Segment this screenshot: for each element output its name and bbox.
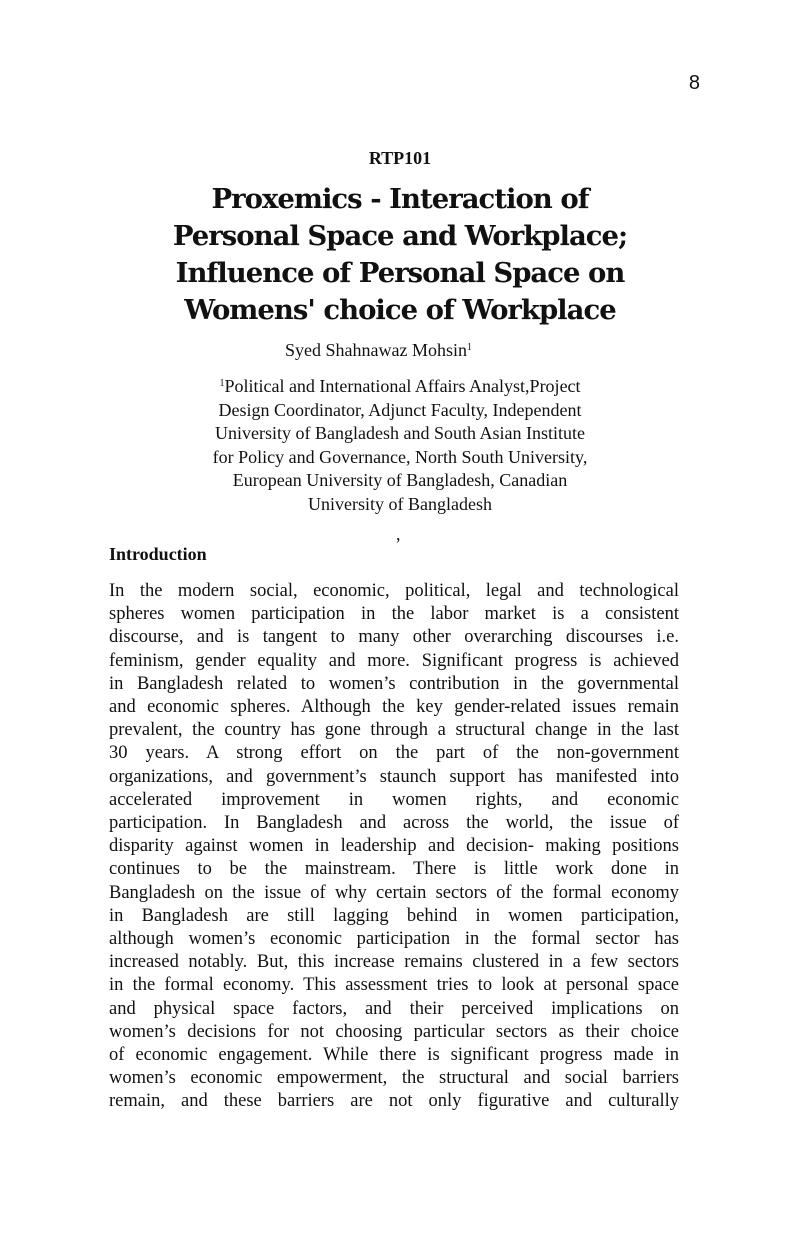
affiliation-line: University of Bangladesh and South Asian Institute bbox=[215, 423, 585, 443]
paragraph-line: and economic spheres. Although the key gender-related issues remain bbox=[109, 697, 679, 718]
paragraph-line: although women’s economic participation in the formal sector has bbox=[109, 929, 679, 950]
introduction-paragraph bbox=[109, 580, 679, 1114]
paragraph-line: accelerated improvement in women rights, and economic bbox=[109, 789, 679, 810]
paragraph-line: of economic engagement. While there is significant progress made in bbox=[109, 1045, 679, 1066]
affiliation-line: European University of Bangladesh, Canadian bbox=[232, 470, 568, 490]
affiliation-line: $^1$Political and International Affairs Analyst,Project bbox=[219, 376, 581, 396]
paragraph-line: 30 years. A strong effort on the part of the non-government bbox=[109, 743, 679, 764]
affiliation-line: for Policy and Governance, North South University, bbox=[212, 446, 588, 467]
paragraph-line: discourse, and is tangent to many other overarching discourses i.e. bbox=[109, 627, 679, 648]
paragraph-line: in the formal economy. This assessment tries to look at personal space bbox=[109, 975, 679, 996]
paragraph-line: feminism, gender equality and more. Significant progress is achieved bbox=[109, 650, 679, 671]
affiliation-line: Design Coordinator, Adjunct Faculty, Independent bbox=[218, 399, 582, 420]
author-name: Syed Shahnawaz Mohsin bbox=[285, 340, 467, 360]
page-number: 8 bbox=[688, 72, 700, 94]
author-line bbox=[285, 340, 472, 361]
paper-title bbox=[150, 181, 650, 329]
paragraph-line: remain, and these barriers are not only figurative and culturally bbox=[109, 1091, 679, 1112]
paragraph-line: participation. In Bangladesh and across the world, the issue of bbox=[109, 813, 679, 834]
paragraph-line: in Bangladesh are still lagging behind in women participation, bbox=[109, 905, 679, 926]
paragraph-line: continues to be the mainstream. There is little work done in bbox=[109, 859, 679, 880]
paragraph-line: women’s decisions for not choosing particular sectors as their choice bbox=[109, 1021, 679, 1042]
paragraph-line: women’s economic empowerment, the structural and social barriers bbox=[109, 1068, 679, 1089]
paper-code: RTP101 bbox=[368, 148, 432, 168]
affiliation-line: University of Bangladesh bbox=[308, 493, 492, 514]
section-heading-introduction: Introduction bbox=[109, 544, 207, 564]
paragraph-line: prevalent, the country has gone through a structural change in the last bbox=[109, 720, 679, 741]
paragraph-line: in Bangladesh related to women’s contribution in the governmental bbox=[109, 673, 679, 694]
stray-mark: , bbox=[396, 524, 401, 544]
paragraph-line: and physical space factors, and their perceived implications on bbox=[109, 998, 679, 1019]
title-line: Proxemics - Interaction of bbox=[211, 183, 589, 215]
affiliation-marker: 1 bbox=[219, 378, 225, 389]
title-line: Personal Space and Workplace; bbox=[172, 220, 628, 252]
author-affiliation bbox=[150, 372, 650, 516]
paragraph-line: In the modern social, economic, political, legal and technological bbox=[109, 581, 679, 601]
paragraph-line: organizations, and government’s staunch support has manifested into bbox=[109, 766, 679, 787]
paragraph-line: spheres women participation in the labor market is a consistent bbox=[109, 604, 679, 625]
paragraph-line: increased notably. But, this increase remains clustered in a few sectors bbox=[109, 952, 679, 973]
paragraph-line: disparity against women in leadership and decision- making positions bbox=[109, 836, 679, 857]
paragraph-line: Bangladesh on the issue of why certain sectors of the formal economy bbox=[109, 882, 679, 903]
title-line: Influence of Personal Space on bbox=[175, 257, 625, 289]
author-affiliation-marker: 1 bbox=[466, 342, 472, 353]
title-line: Womens' choice of Workplace bbox=[184, 294, 616, 326]
